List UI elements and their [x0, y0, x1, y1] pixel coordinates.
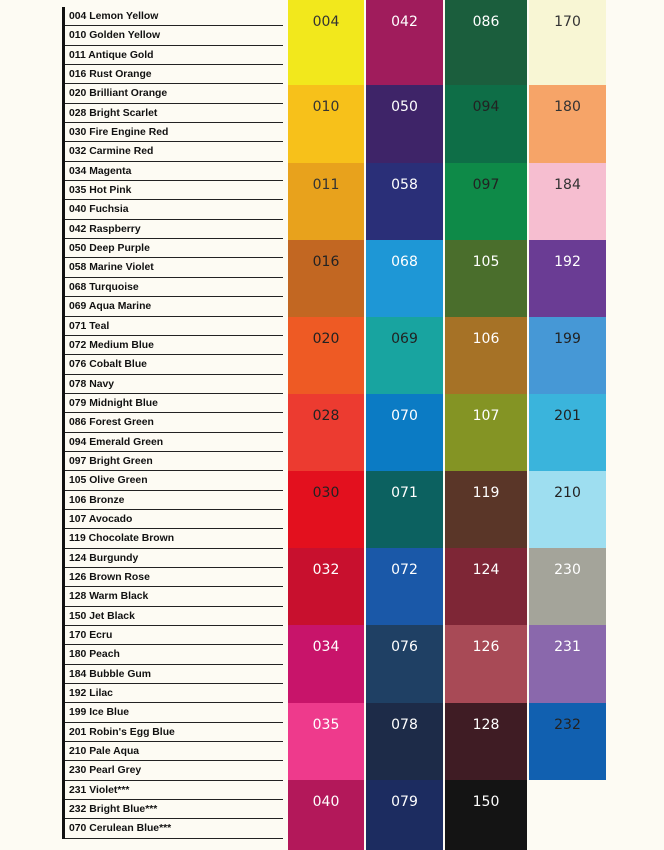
color-name-row: 010 Golden Yellow	[65, 26, 283, 45]
color-name-row: 004 Lemon Yellow	[65, 7, 283, 26]
color-name-list	[62, 7, 283, 839]
swatch-code: 020	[312, 331, 340, 347]
color-swatch	[366, 780, 443, 850]
swatch-code: 011	[312, 177, 340, 193]
color-swatch	[445, 85, 527, 163]
color-swatch	[366, 163, 443, 240]
swatch-code: 079	[391, 794, 418, 810]
swatch-code: 128	[472, 717, 500, 733]
color-swatch	[529, 548, 606, 625]
color-swatch	[366, 548, 443, 625]
swatch-code: 210	[554, 485, 581, 501]
color-swatch	[445, 0, 527, 85]
color-swatch	[366, 240, 443, 317]
color-name-row: 150 Jet Black	[65, 607, 283, 626]
swatch-code: 126	[472, 639, 500, 655]
swatch-code: 042	[391, 14, 418, 30]
color-swatch	[288, 163, 364, 240]
swatch-code: 032	[312, 562, 340, 578]
color-name-row: 180 Peach	[65, 645, 283, 664]
color-swatch	[445, 394, 527, 471]
color-swatch	[288, 394, 364, 471]
color-name-row: 128 Warm Black	[65, 587, 283, 606]
color-name-row: 170 Ecru	[65, 626, 283, 645]
swatch-code: 034	[312, 639, 340, 655]
color-swatch	[529, 317, 606, 394]
swatch-code: 106	[472, 331, 500, 347]
color-swatch	[445, 317, 527, 394]
color-name-row: 071 Teal	[65, 317, 283, 336]
swatch-code: 076	[391, 639, 418, 655]
color-swatch	[288, 780, 364, 850]
color-name-row: 011 Antique Gold	[65, 46, 283, 65]
color-swatch	[529, 394, 606, 471]
swatch-code: 069	[391, 331, 418, 347]
color-name-row: 210 Pale Aqua	[65, 742, 283, 761]
color-name-row: 070 Cerulean Blue***	[65, 819, 283, 838]
color-swatch	[288, 703, 364, 780]
color-name-row: 126 Brown Rose	[65, 568, 283, 587]
swatch-code: 184	[554, 177, 581, 193]
swatch-code: 035	[312, 717, 340, 733]
color-name-row: 016 Rust Orange	[65, 65, 283, 84]
color-swatch	[445, 548, 527, 625]
color-name-row: 042 Raspberry	[65, 220, 283, 239]
swatch-code: 010	[312, 99, 340, 115]
swatch-code: 231	[554, 639, 581, 655]
swatch-code: 086	[472, 14, 500, 30]
swatch-code: 016	[312, 254, 340, 270]
swatch-code: 004	[312, 14, 340, 30]
color-name-row: 076 Cobalt Blue	[65, 355, 283, 374]
swatch-code: 068	[391, 254, 418, 270]
color-swatch	[288, 317, 364, 394]
color-name-row: 078 Navy	[65, 375, 283, 394]
color-name-row: 097 Bright Green	[65, 452, 283, 471]
color-swatch	[366, 703, 443, 780]
color-swatch	[445, 471, 527, 548]
color-name-row: 106 Bronze	[65, 491, 283, 510]
swatch-code: 192	[554, 254, 581, 270]
swatch-code: 097	[472, 177, 500, 193]
swatch-code: 071	[391, 485, 418, 501]
color-name-row: 119 Chocolate Brown	[65, 529, 283, 548]
swatch-code: 094	[472, 99, 500, 115]
swatch-code: 119	[472, 485, 500, 501]
color-name-row: 184 Bubble Gum	[65, 665, 283, 684]
color-swatch	[445, 780, 527, 850]
color-name-row: 079 Midnight Blue	[65, 394, 283, 413]
color-swatch	[529, 85, 606, 163]
color-name-row: 231 Violet***	[65, 781, 283, 800]
color-swatch	[529, 471, 606, 548]
swatch-code: 028	[312, 408, 340, 424]
color-swatch	[529, 703, 606, 780]
color-swatch	[366, 394, 443, 471]
swatch-code: 078	[391, 717, 418, 733]
color-swatch	[366, 0, 443, 85]
color-swatch	[529, 0, 606, 85]
swatch-code: 199	[554, 331, 581, 347]
color-swatch	[445, 240, 527, 317]
swatch-code: 105	[472, 254, 500, 270]
color-name-row: 230 Pearl Grey	[65, 761, 283, 780]
color-name-row: 020 Brilliant Orange	[65, 84, 283, 103]
swatch-code: 058	[391, 177, 418, 193]
color-name-row: 124 Burgundy	[65, 549, 283, 568]
swatch-code: 232	[554, 717, 581, 733]
color-swatch	[445, 703, 527, 780]
color-name-row: 199 Ice Blue	[65, 703, 283, 722]
color-name-row: 086 Forest Green	[65, 413, 283, 432]
swatch-code: 170	[554, 14, 581, 30]
color-swatch	[529, 625, 606, 703]
swatch-code: 040	[312, 794, 340, 810]
color-name-row: 028 Bright Scarlet	[65, 104, 283, 123]
swatch-code: 030	[312, 485, 340, 501]
swatch-code: 124	[472, 562, 500, 578]
color-swatch	[288, 0, 364, 85]
color-name-row: 050 Deep Purple	[65, 239, 283, 258]
color-name-row: 035 Hot Pink	[65, 181, 283, 200]
color-name-row: 201 Robin's Egg Blue	[65, 723, 283, 742]
color-swatch	[366, 85, 443, 163]
swatch-code: 050	[391, 99, 418, 115]
swatch-code: 107	[472, 408, 500, 424]
color-swatch	[529, 240, 606, 317]
color-name-row: 232 Bright Blue***	[65, 800, 283, 819]
color-swatch	[366, 471, 443, 548]
color-swatch	[366, 317, 443, 394]
color-name-row: 040 Fuchsia	[65, 200, 283, 219]
color-swatch	[288, 625, 364, 703]
color-name-row: 094 Emerald Green	[65, 433, 283, 452]
color-name-row: 192 Lilac	[65, 684, 283, 703]
swatch-code: 201	[554, 408, 581, 424]
swatch-code: 230	[554, 562, 581, 578]
color-swatch	[288, 548, 364, 625]
color-name-row: 058 Marine Violet	[65, 258, 283, 277]
color-swatch	[445, 625, 527, 703]
color-name-row: 032 Carmine Red	[65, 142, 283, 161]
color-swatch	[288, 85, 364, 163]
color-name-row: 068 Turquoise	[65, 278, 283, 297]
color-swatch	[529, 163, 606, 240]
color-name-row: 034 Magenta	[65, 162, 283, 181]
color-name-row: 107 Avocado	[65, 510, 283, 529]
color-name-row: 072 Medium Blue	[65, 336, 283, 355]
swatch-code: 072	[391, 562, 418, 578]
color-swatch	[288, 240, 364, 317]
color-name-row: 105 Olive Green	[65, 471, 283, 490]
color-name-row: 069 Aqua Marine	[65, 297, 283, 316]
swatch-code: 180	[554, 99, 581, 115]
color-swatch	[445, 163, 527, 240]
color-swatch	[288, 471, 364, 548]
color-swatch	[366, 625, 443, 703]
color-name-row: 030 Fire Engine Red	[65, 123, 283, 142]
swatch-code: 150	[472, 794, 500, 810]
swatch-code: 070	[391, 408, 418, 424]
